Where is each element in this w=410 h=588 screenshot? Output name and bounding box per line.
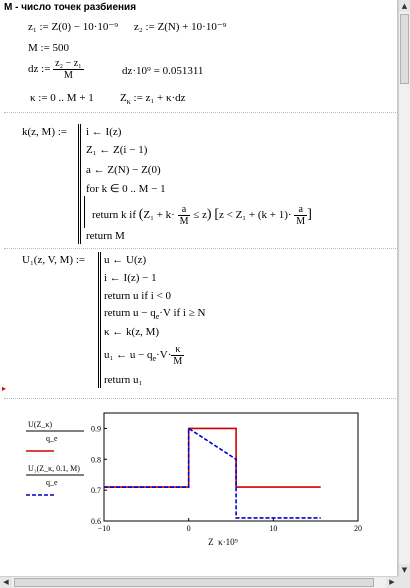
def-M[interactable]: M := 500 bbox=[28, 42, 70, 54]
x-tick-label: −10 bbox=[97, 524, 111, 533]
func-k-line6[interactable]: return M bbox=[86, 230, 125, 242]
a-over-M-2 bbox=[294, 204, 307, 227]
func-k-line2[interactable]: Z₁ ← Z(i − 1) bbox=[86, 144, 148, 156]
def-dz[interactable] bbox=[28, 58, 84, 81]
region-separator bbox=[4, 112, 398, 113]
func-k-line4[interactable]: for k ∈ 0 .. M − 1 bbox=[86, 183, 166, 195]
func-U1-line1[interactable]: u ← U(z) bbox=[104, 254, 147, 266]
horizontal-scroll-thumb[interactable] bbox=[14, 578, 374, 587]
func-k-signature[interactable]: k(z, M) := bbox=[22, 126, 67, 138]
func-U1-line2[interactable]: i ← I(z) − 1 bbox=[104, 272, 157, 284]
y-tick-label: 0.6 bbox=[91, 517, 101, 526]
dz-denominator: M bbox=[63, 70, 73, 81]
y-tick-label: 0.8 bbox=[91, 455, 101, 465]
scroll-corner bbox=[398, 576, 410, 588]
dz-fraction bbox=[53, 58, 84, 81]
func-U1-program-bar-2 bbox=[100, 252, 101, 388]
func-k-program-bar bbox=[78, 124, 79, 244]
x-tick-label: 20 bbox=[354, 524, 362, 533]
frac-M: M bbox=[179, 216, 189, 227]
func-U1-line7[interactable]: return u₁ bbox=[104, 374, 143, 386]
legend-denominator: q_e bbox=[46, 478, 58, 487]
frac-a-2: a bbox=[294, 204, 307, 216]
scroll-right-arrow-icon[interactable]: ▶ bbox=[386, 577, 398, 588]
vertical-scroll-thumb[interactable] bbox=[400, 14, 409, 84]
legend-numerator: U(Z_κ) bbox=[28, 420, 53, 429]
legend-numerator: U₁(Z_κ, 0.1, M) bbox=[28, 464, 80, 473]
kappa-over-M bbox=[171, 344, 184, 367]
func-U1-line3[interactable]: return u if i < 0 bbox=[104, 290, 171, 302]
x-tick-label: 0 bbox=[186, 524, 191, 533]
a-over-M-1 bbox=[178, 204, 191, 227]
func-U1-line5[interactable]: κ ← k(z, M) bbox=[104, 326, 160, 338]
scroll-up-arrow-icon[interactable]: ▲ bbox=[399, 0, 410, 12]
horizontal-scrollbar[interactable] bbox=[0, 576, 398, 588]
cond-right: z < Z₁ + (k + 1)· bbox=[219, 209, 292, 222]
series-U1-line bbox=[104, 428, 321, 518]
def-Zk[interactable]: $Z_\kappa$ := z₁ + κ·dz bbox=[120, 92, 186, 107]
y-tick-label: 0.9 bbox=[91, 424, 101, 434]
vertical-scrollbar[interactable] bbox=[398, 0, 410, 576]
frac-M-3: M bbox=[173, 356, 183, 367]
func-U1-line6[interactable]: u₁ ← $u - q_e\cdot V\cdot$ $\frac{\kappa}{M}$ bbox=[104, 344, 183, 367]
cond-left: Z₁ + k· bbox=[143, 209, 175, 222]
frac-a: a bbox=[178, 204, 191, 216]
func-k-line3[interactable]: a ← Z(N) − Z(0) bbox=[86, 164, 161, 176]
region-separator-2 bbox=[4, 248, 398, 249]
frac-M-2: M bbox=[296, 216, 306, 227]
func-U1-signature[interactable]: U₁(z, V, M) := bbox=[22, 254, 86, 266]
cond-le-z: ≤ z bbox=[193, 209, 207, 222]
dz-evaluation[interactable]: dz·10⁹ = 0.051311 bbox=[122, 65, 204, 77]
page-break-marker: ▸ bbox=[2, 384, 7, 393]
for-loop-bar bbox=[84, 196, 85, 228]
return-k-if: return k if bbox=[92, 209, 136, 222]
y-tick-label: 0.7 bbox=[91, 486, 101, 496]
xy-plot[interactable] bbox=[0, 405, 398, 545]
func-k-line5[interactable]: return k if (Z₁ + k· $\frac{a}{M}$ ≤ z) [z < Z₁ + (k + 1)· $\frac{a}{M}$ ] bbox=[92, 204, 312, 227]
series-U-line bbox=[104, 428, 321, 487]
func-U1-line4[interactable]: return $u - q_e\cdot V$ if i ≥ N bbox=[104, 307, 206, 322]
scroll-down-arrow-icon[interactable]: ▼ bbox=[399, 564, 410, 576]
scroll-left-arrow-icon[interactable]: ◀ bbox=[0, 577, 12, 588]
dz-lhs: dz := bbox=[28, 63, 51, 76]
def-z1[interactable]: z₁ := Z(0) − 10·10⁻⁹ bbox=[28, 21, 119, 33]
func-k-line1[interactable]: i ← I(z) bbox=[86, 126, 122, 138]
x-axis-label: Z_κ·10⁹ bbox=[208, 537, 238, 545]
region-separator-3 bbox=[4, 398, 398, 399]
func-k-program-bar-2 bbox=[80, 124, 81, 244]
page-title: M - число точек разбиения bbox=[4, 2, 137, 13]
plot-frame bbox=[104, 413, 358, 521]
frac-kappa: κ bbox=[171, 344, 184, 356]
dz-numerator: z₂ − z₁ bbox=[55, 58, 82, 69]
def-z2[interactable]: z₂ := Z(N) + 10·10⁻⁹ bbox=[134, 21, 227, 33]
legend-denominator: q_e bbox=[46, 434, 58, 443]
def-kappa[interactable]: κ := 0 .. M + 1 bbox=[30, 92, 94, 104]
func-U1-program-bar bbox=[98, 252, 99, 388]
x-tick-label: 10 bbox=[269, 524, 278, 533]
